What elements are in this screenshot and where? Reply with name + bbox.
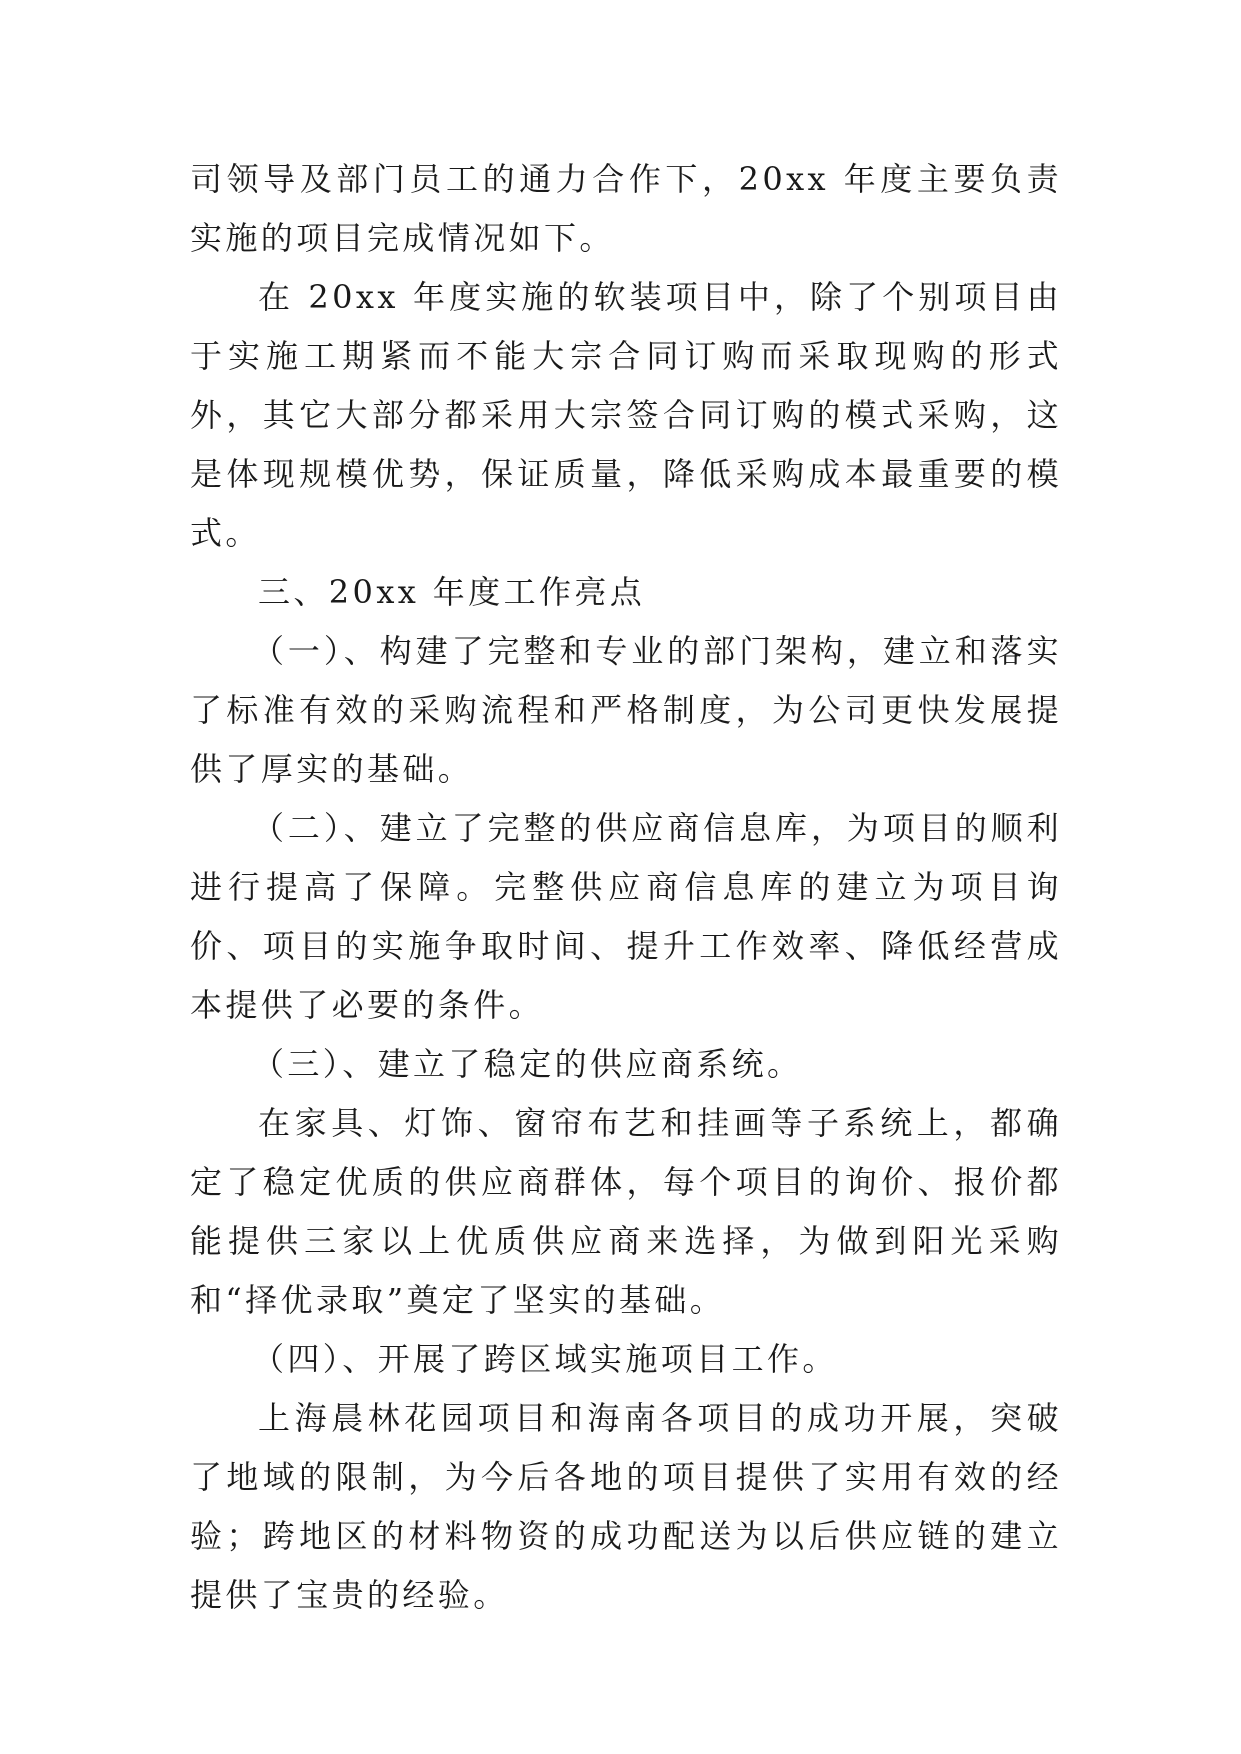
paragraph-highlight-1: （一）、构建了完整和专业的部门架构，建立和落实了标准有效的采购流程和严格制度，为公司更快发展提供了厚实的基础。 — [190, 632, 1062, 788]
paragraph-highlight-2: （二）、建立了完整的供应商信息库，为项目的顺利进行提高了保障。完整供应商信息库的建立为项目询价、项目的实施争取时间、提升工作效率、降低经营成本提供了必要的条件。 — [190, 809, 1062, 1024]
paragraph-soft-furnishing-procurement: 在 20xx 年度实施的软装项目中，除了个别项目由于实施工期紧而不能大宗合同订购而采取现购的形式外，其它大部分都采用大宗签合同订购的模式采购，这是体现规模优势，保证质量，降低采购成本最重要的模式。 — [190, 278, 1062, 552]
paragraph-highlight-4: （四）、开展了跨区域实施项目工作。 — [252, 1340, 838, 1378]
paragraph-highlight-3: （三）、建立了稳定的供应商系统。 — [252, 1045, 803, 1083]
paragraph-intro-continuation: 司领导及部门员工的通力合作下，20xx 年度主要负责实施的项目完成情况如下。 — [190, 160, 1062, 257]
paragraph-supplier-groups: 在家具、灯饰、窗帘布艺和挂画等子系统上，都确定了稳定优质的供应商群体，每个项目的询价、报价都能提供三家以上优质供应商来选择，为做到阳光采购和“择优录取”奠定了坚实的基础。 — [190, 1104, 1062, 1319]
document-body — [190, 150, 1062, 1625]
section-heading-highlights: 三、20xx 年度工作亮点 — [258, 573, 646, 611]
paragraph-cross-region: 上海晨林花园项目和海南各项目的成功开展，突破了地域的限制，为今后各地的项目提供了实用有效的经验；跨地区的材料物资的成功配送为以后供应链的建立提供了宝贵的经验。 — [190, 1399, 1062, 1614]
